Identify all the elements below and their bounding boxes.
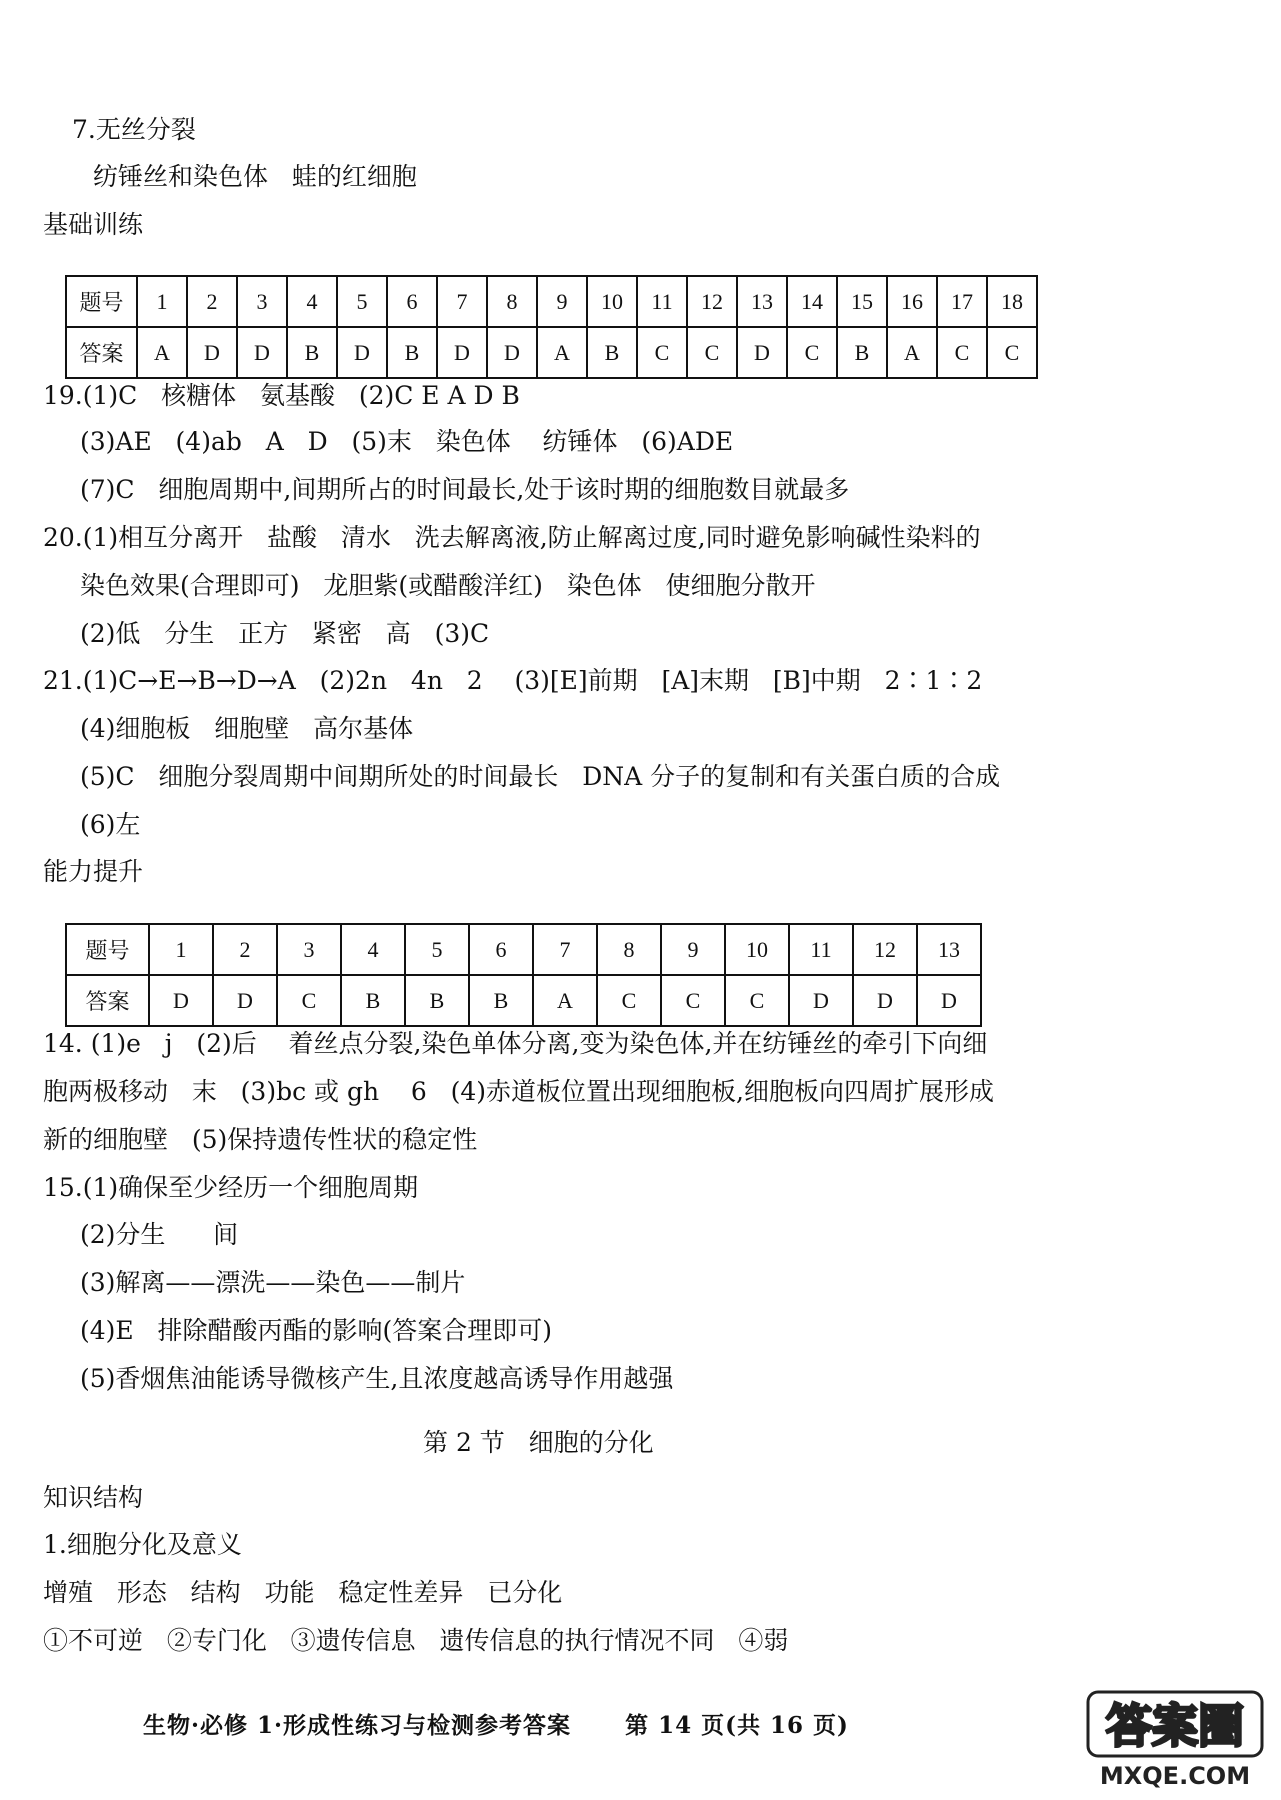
question-number-cell: 13 [737,276,787,327]
answer-cell: B [587,327,637,378]
text-line: 15.(1)确保至少经历一个细胞周期 [43,1173,419,1202]
text-line: 纺锤丝和染色体 蛙的红细胞 [93,162,417,191]
text-line: 基础训练 [43,210,144,239]
answer-cell: A [533,975,597,1026]
answer-cell: D [487,327,537,378]
text-line: 14. (1)e j (2)后 着丝点分裂,染色单体分离,变为染色体,并在纺锤丝的牵引下向细 [43,1029,988,1058]
answer-cell: A [887,327,937,378]
answer-cell: D [187,327,237,378]
question-number-cell: 10 [725,924,789,975]
text-line: 增殖 形态 结构 功能 稳定性差异 已分化 [43,1578,563,1607]
question-number-cell: 16 [887,276,937,327]
text-line: (6)左 [80,810,141,839]
answer-table-basic [65,275,1038,379]
answer-cell: D [737,327,787,378]
question-number-cell: 2 [187,276,237,327]
answer-cell: C [937,327,987,378]
table-row-numbers [66,924,981,975]
question-number-cell: 5 [337,276,387,327]
question-number-cell: 6 [469,924,533,975]
answer-cell: A [537,327,587,378]
logo-text-bottom: MXQE.COM [1099,1762,1251,1790]
text-line: (3)AE (4)ab A D (5)末 染色体 纺锤体 (6)ADE [80,427,734,456]
text-line: 新的细胞壁 (5)保持遗传性状的稳定性 [43,1125,478,1154]
text-line: (4)E 排除醋酸丙酯的影响(答案合理即可) [80,1316,553,1345]
answer-cell: D [853,975,917,1026]
question-number-cell: 1 [137,276,187,327]
answer-cell: C [637,327,687,378]
text-line: 能力提升 [43,857,144,886]
answer-table-advanced [65,923,982,1027]
answer-cell: B [405,975,469,1026]
answer-cell: D [437,327,487,378]
question-number-cell: 10 [587,276,637,327]
question-number-cell: 2 [213,924,277,975]
answer-cell: C [725,975,789,1026]
text-line: 染色效果(合理即可) 龙胆紫(或醋酸洋红) 染色体 使细胞分散开 [80,571,816,600]
header-label-cell: 题号 [66,924,149,975]
text-line: 胞两极移动 末 (3)bc 或 gh 6 (4)赤道板位置出现细胞板,细胞板向四周扩展形成 [43,1077,994,1106]
text-line: 21.(1)C→E→B→D→A (2)2n 4n 2 (3)[E]前期 [A]末期 [B]中期 2∶1∶2 [43,666,983,695]
text-line: 1.细胞分化及意义 [43,1530,242,1559]
text-line: (4)细胞板 细胞壁 高尔基体 [80,714,414,743]
answer-cell: C [277,975,341,1026]
question-number-cell: 12 [687,276,737,327]
question-number-cell: 15 [837,276,887,327]
answer-cell: C [987,327,1037,378]
question-number-cell: 9 [661,924,725,975]
table-row-answers [66,327,1037,378]
question-number-cell: 18 [987,276,1037,327]
text-line: (7)C 细胞周期中,间期所占的时间最长,处于该时期的细胞数目就最多 [80,475,850,504]
answer-label-cell: 答案 [66,327,137,378]
question-number-cell: 13 [917,924,981,975]
answer-cell: D [149,975,213,1026]
answer-cell: D [213,975,277,1026]
answer-cell: A [137,327,187,378]
answer-site-logo [1084,1686,1266,1792]
answer-cell: D [789,975,853,1026]
question-number-cell: 7 [533,924,597,975]
question-number-cell: 1 [149,924,213,975]
answer-cell: C [661,975,725,1026]
text-line: 第 2 节 细胞的分化 [423,1428,654,1457]
text-line: 19.(1)C 核糖体 氨基酸 (2)C E A D B [43,381,520,410]
text-line: 7.无丝分裂 [72,115,196,144]
text-line: (3)解离——漂洗——染色——制片 [80,1268,466,1297]
answer-cell: C [687,327,737,378]
question-number-cell: 4 [287,276,337,327]
text-line: (5)香烟焦油能诱导微核产生,且浓度越高诱导作用越强 [80,1364,674,1393]
table-row-answers [66,975,981,1026]
answer-label-cell: 答案 [66,975,149,1026]
logo-text-top: 答案圈 [1106,1699,1244,1753]
question-number-cell: 12 [853,924,917,975]
question-number-cell: 6 [387,276,437,327]
question-number-cell: 4 [341,924,405,975]
header-label-cell: 题号 [66,276,137,327]
question-number-cell: 3 [237,276,287,327]
question-number-cell: 3 [277,924,341,975]
text-line: ①不可逆 ②专门化 ③遗传信息 遗传信息的执行情况不同 ④弱 [43,1626,789,1655]
answer-cell: B [837,327,887,378]
question-number-cell: 11 [789,924,853,975]
question-number-cell: 11 [637,276,687,327]
question-number-cell: 8 [487,276,537,327]
answer-cell: B [287,327,337,378]
answer-cell: D [237,327,287,378]
question-number-cell: 17 [937,276,987,327]
question-number-cell: 5 [405,924,469,975]
question-number-cell: 7 [437,276,487,327]
question-number-cell: 14 [787,276,837,327]
text-line: 知识结构 [43,1483,144,1512]
question-number-cell: 8 [597,924,661,975]
text-line: (5)C 细胞分裂周期中间期所处的时间最长 DNA 分子的复制和有关蛋白质的合成 [80,762,1001,791]
text-line: 20.(1)相互分离开 盐酸 清水 洗去解离液,防止解离过度,同时避免影响碱性染料的 [43,523,981,552]
text-line: (2)低 分生 正方 紧密 高 (3)C [80,619,490,648]
page-footer: 生物·必修 1·形成性练习与检测参考答案 第 14 页(共 16 页) [143,1712,849,1739]
answer-cell: B [341,975,405,1026]
text-line: (2)分生 间 [80,1220,239,1249]
table-row-numbers [66,276,1037,327]
answer-cell: C [787,327,837,378]
answer-cell: B [469,975,533,1026]
answer-cell: D [917,975,981,1026]
answer-cell: C [597,975,661,1026]
answer-cell: D [337,327,387,378]
answer-cell: B [387,327,437,378]
question-number-cell: 9 [537,276,587,327]
